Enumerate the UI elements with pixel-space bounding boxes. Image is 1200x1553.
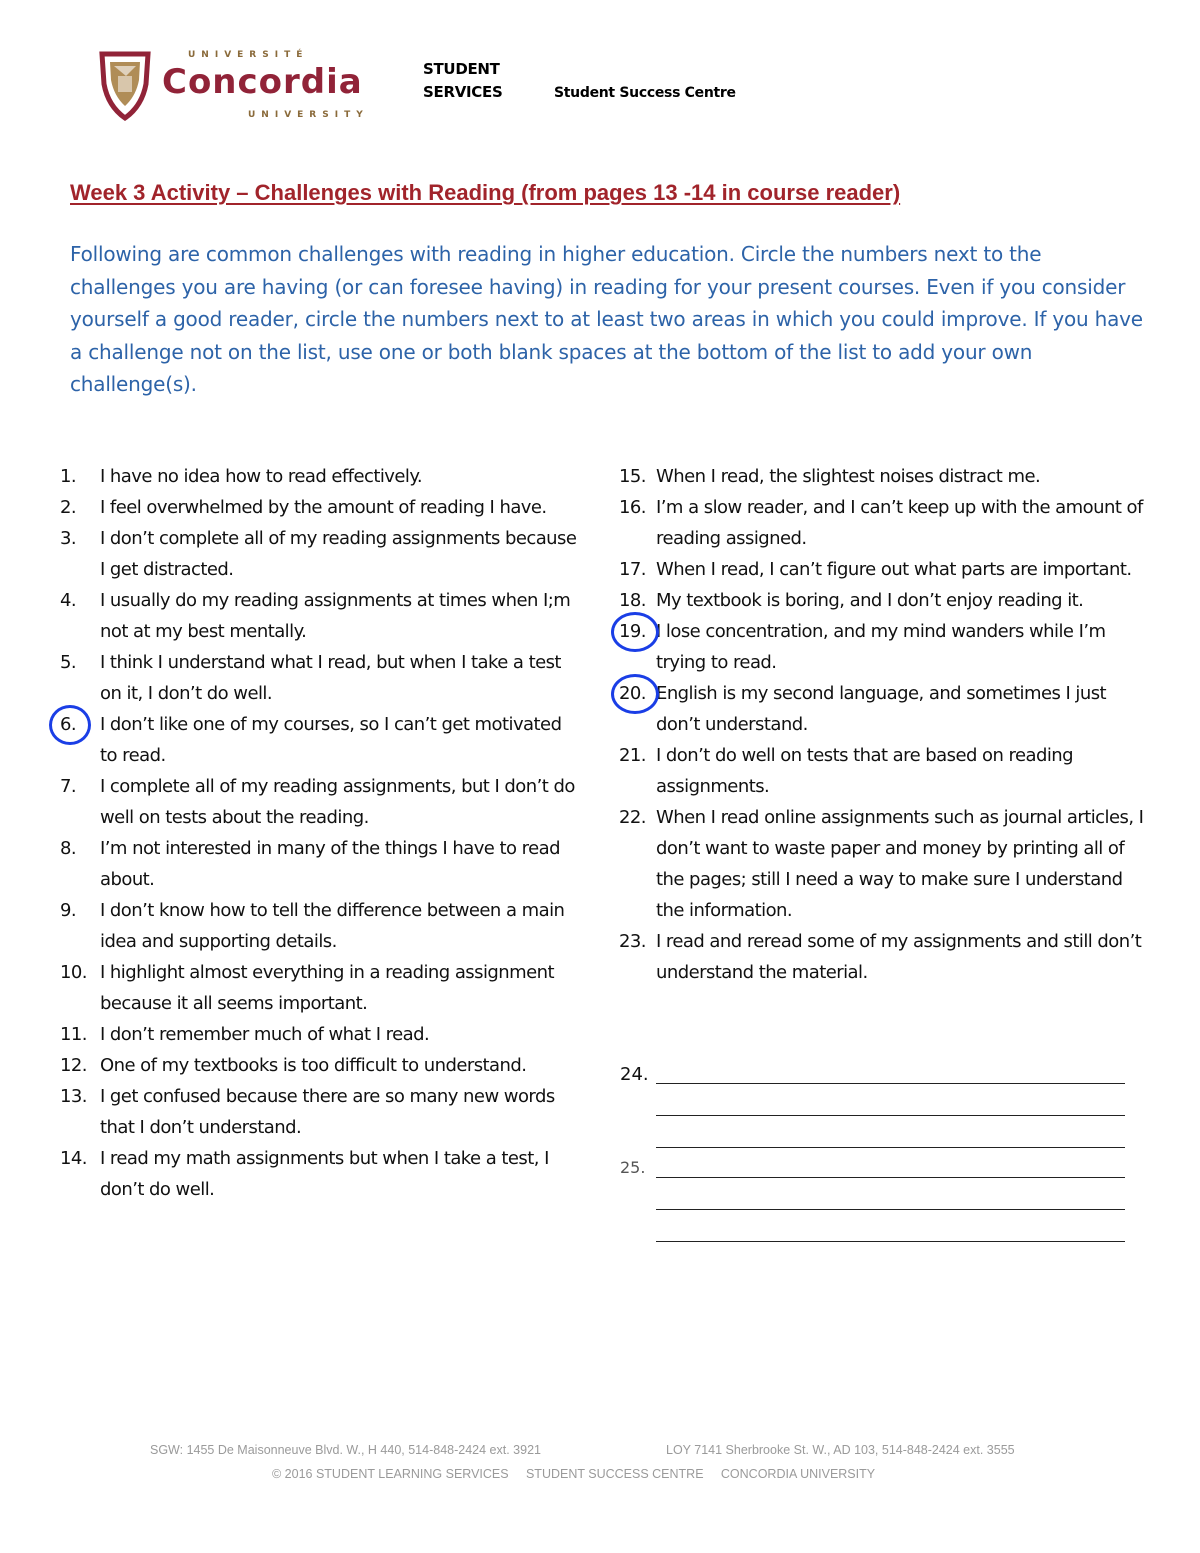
item-text: I feel overwhelmed by the amount of reading I have.	[100, 497, 547, 518]
item-text: One of my textbooks is too difficult to understand.	[100, 1055, 527, 1076]
item-text: I don’t do well on tests that are based on reading assignments.	[656, 745, 1074, 797]
blank-line[interactable]	[656, 1083, 1125, 1084]
item-text: I don’t know how to tell the difference between a main idea and supporting details.	[100, 900, 565, 952]
item-number[interactable]: 8.	[60, 838, 77, 859]
item-text: I don’t complete all of my reading assignments because I get distracted.	[100, 528, 577, 580]
item-number[interactable]: 11.	[60, 1024, 87, 1045]
list-item	[619, 926, 1149, 988]
item-text: I get confused because there are so many new words that I don’t understand.	[100, 1086, 555, 1138]
logo-wordmark: Concordia	[162, 62, 363, 102]
item-text: I highlight almost everything in a reading assignment because it all seems important.	[100, 962, 555, 1014]
footer-copyright: © 2016 STUDENT LEARNING SERVICES STUDENT SUCCESS CENTRE CONCORDIA UNIVERSITY	[272, 1467, 876, 1481]
footer-loy-address: LOY 7141 Sherbrooke St. W., AD 103, 514-848-2424 ext. 3555	[666, 1443, 1015, 1457]
item-text: My textbook is boring, and I don’t enjoy reading it.	[656, 590, 1084, 611]
item-text: I complete all of my reading assignments, but I don’t do well on tests about the reading.	[100, 776, 575, 828]
item-text: I think I understand what I read, but when I take a test on it, I don’t do well.	[100, 652, 561, 704]
item-number[interactable]: 4.	[60, 590, 77, 611]
item-number[interactable]: 9.	[60, 900, 77, 921]
footer-sgw-address: SGW: 1455 De Maisonneuve Blvd. W., H 440, 514-848-2424 ext. 3921	[150, 1443, 541, 1457]
item-text: When I read, the slightest noises distract me.	[656, 466, 1041, 487]
page-title: Week 3 Activity – Challenges with Reading (from pages 13 -14 in course reader)	[70, 180, 901, 205]
challenge-list-right	[619, 461, 1149, 988]
blank-line[interactable]	[656, 1241, 1125, 1242]
list-item	[619, 554, 1149, 585]
blank-item-number: 24.	[620, 1064, 649, 1085]
list-item	[60, 523, 580, 585]
item-number[interactable]: 6.	[60, 714, 77, 735]
selection-circle	[611, 612, 659, 652]
blank-line[interactable]	[656, 1209, 1125, 1210]
item-text: I’m a slow reader, and I can’t keep up with the amount of reading assigned.	[656, 497, 1143, 549]
list-item	[60, 709, 580, 771]
logo-top-text: UNIVERSITÉ	[188, 50, 309, 60]
list-item	[619, 802, 1149, 926]
list-item	[619, 616, 1149, 678]
item-number[interactable]: 22.	[619, 807, 646, 828]
item-text: When I read online assignments such as journal articles, I don’t want to waste paper and money by printing all of the pages; still I need a way to make sure I understand the information.	[656, 807, 1144, 921]
item-number[interactable]: 2.	[60, 497, 77, 518]
item-number[interactable]: 21.	[619, 745, 646, 766]
list-item	[60, 957, 580, 1019]
item-number[interactable]: 20.	[619, 683, 646, 704]
item-number[interactable]: 15.	[619, 466, 646, 487]
item-text: I read and reread some of my assignments and still don’t understand the material.	[656, 931, 1142, 983]
item-text: I’m not interested in many of the things I have to read about.	[100, 838, 560, 890]
blank-line[interactable]	[656, 1147, 1125, 1148]
item-text: I don’t like one of my courses, so I can’t get motivated to read.	[100, 714, 562, 766]
list-item	[60, 833, 580, 895]
dept-line1: STUDENT	[423, 60, 500, 78]
selection-circle	[49, 705, 91, 745]
list-item	[60, 1143, 580, 1205]
blank-line[interactable]	[656, 1177, 1125, 1178]
list-item	[60, 585, 580, 647]
item-number[interactable]: 5.	[60, 652, 77, 673]
blank-line[interactable]	[656, 1115, 1125, 1116]
concordia-shield-icon	[96, 50, 154, 122]
intro-paragraph: Following are common challenges with reading in higher education. Circle the numbers next to the challenges you are having (or can foresee having) in reading for your present courses. Even if you consider yourself a good reader, circle the numbers next to at least two areas in which you could improve. If you have a challenge not on the list, use one or both blank spaces at the bottom of the list to add your own challenge(s).	[70, 242, 1143, 396]
selection-circle	[611, 674, 659, 714]
challenge-list-left	[60, 461, 580, 1205]
item-text: English is my second language, and sometimes I just don’t understand.	[656, 683, 1107, 735]
list-item	[60, 1081, 580, 1143]
list-item	[60, 492, 580, 523]
list-item	[60, 1050, 580, 1081]
item-text: I read my math assignments but when I take a test, I don’t do well.	[100, 1148, 549, 1200]
item-number[interactable]: 16.	[619, 497, 646, 518]
list-item	[60, 647, 580, 709]
list-item	[60, 895, 580, 957]
item-number[interactable]: 19.	[619, 621, 646, 642]
list-item	[619, 740, 1149, 802]
item-number[interactable]: 7.	[60, 776, 77, 797]
item-text: I don’t remember much of what I read.	[100, 1024, 430, 1045]
list-item	[619, 585, 1149, 616]
dept-line2: SERVICES	[423, 83, 503, 101]
item-number[interactable]: 23.	[619, 931, 646, 952]
item-number[interactable]: 1.	[60, 466, 77, 487]
list-item	[60, 771, 580, 833]
item-number[interactable]: 12.	[60, 1055, 87, 1076]
item-text: I have no idea how to read effectively.	[100, 466, 423, 487]
item-text: I lose concentration, and my mind wanders while I’m trying to read.	[656, 621, 1106, 673]
blank-item-number: 25.	[620, 1158, 646, 1177]
list-item	[619, 678, 1149, 740]
item-number[interactable]: 14.	[60, 1148, 87, 1169]
list-item	[619, 492, 1149, 554]
concordia-logo	[96, 48, 396, 124]
list-item	[619, 461, 1149, 492]
item-text: I usually do my reading assignments at times when I;m not at my best mentally.	[100, 590, 571, 642]
logo-bottom-text: UNIVERSITY	[248, 110, 369, 120]
centre-name: Student Success Centre	[554, 85, 736, 101]
list-item	[60, 461, 580, 492]
item-number[interactable]: 3.	[60, 528, 77, 549]
item-text: When I read, I can’t figure out what parts are important.	[656, 559, 1132, 580]
list-item	[60, 1019, 580, 1050]
item-number[interactable]: 10.	[60, 962, 87, 983]
item-number[interactable]: 17.	[619, 559, 646, 580]
item-number[interactable]: 13.	[60, 1086, 87, 1107]
item-number[interactable]: 18.	[619, 590, 646, 611]
